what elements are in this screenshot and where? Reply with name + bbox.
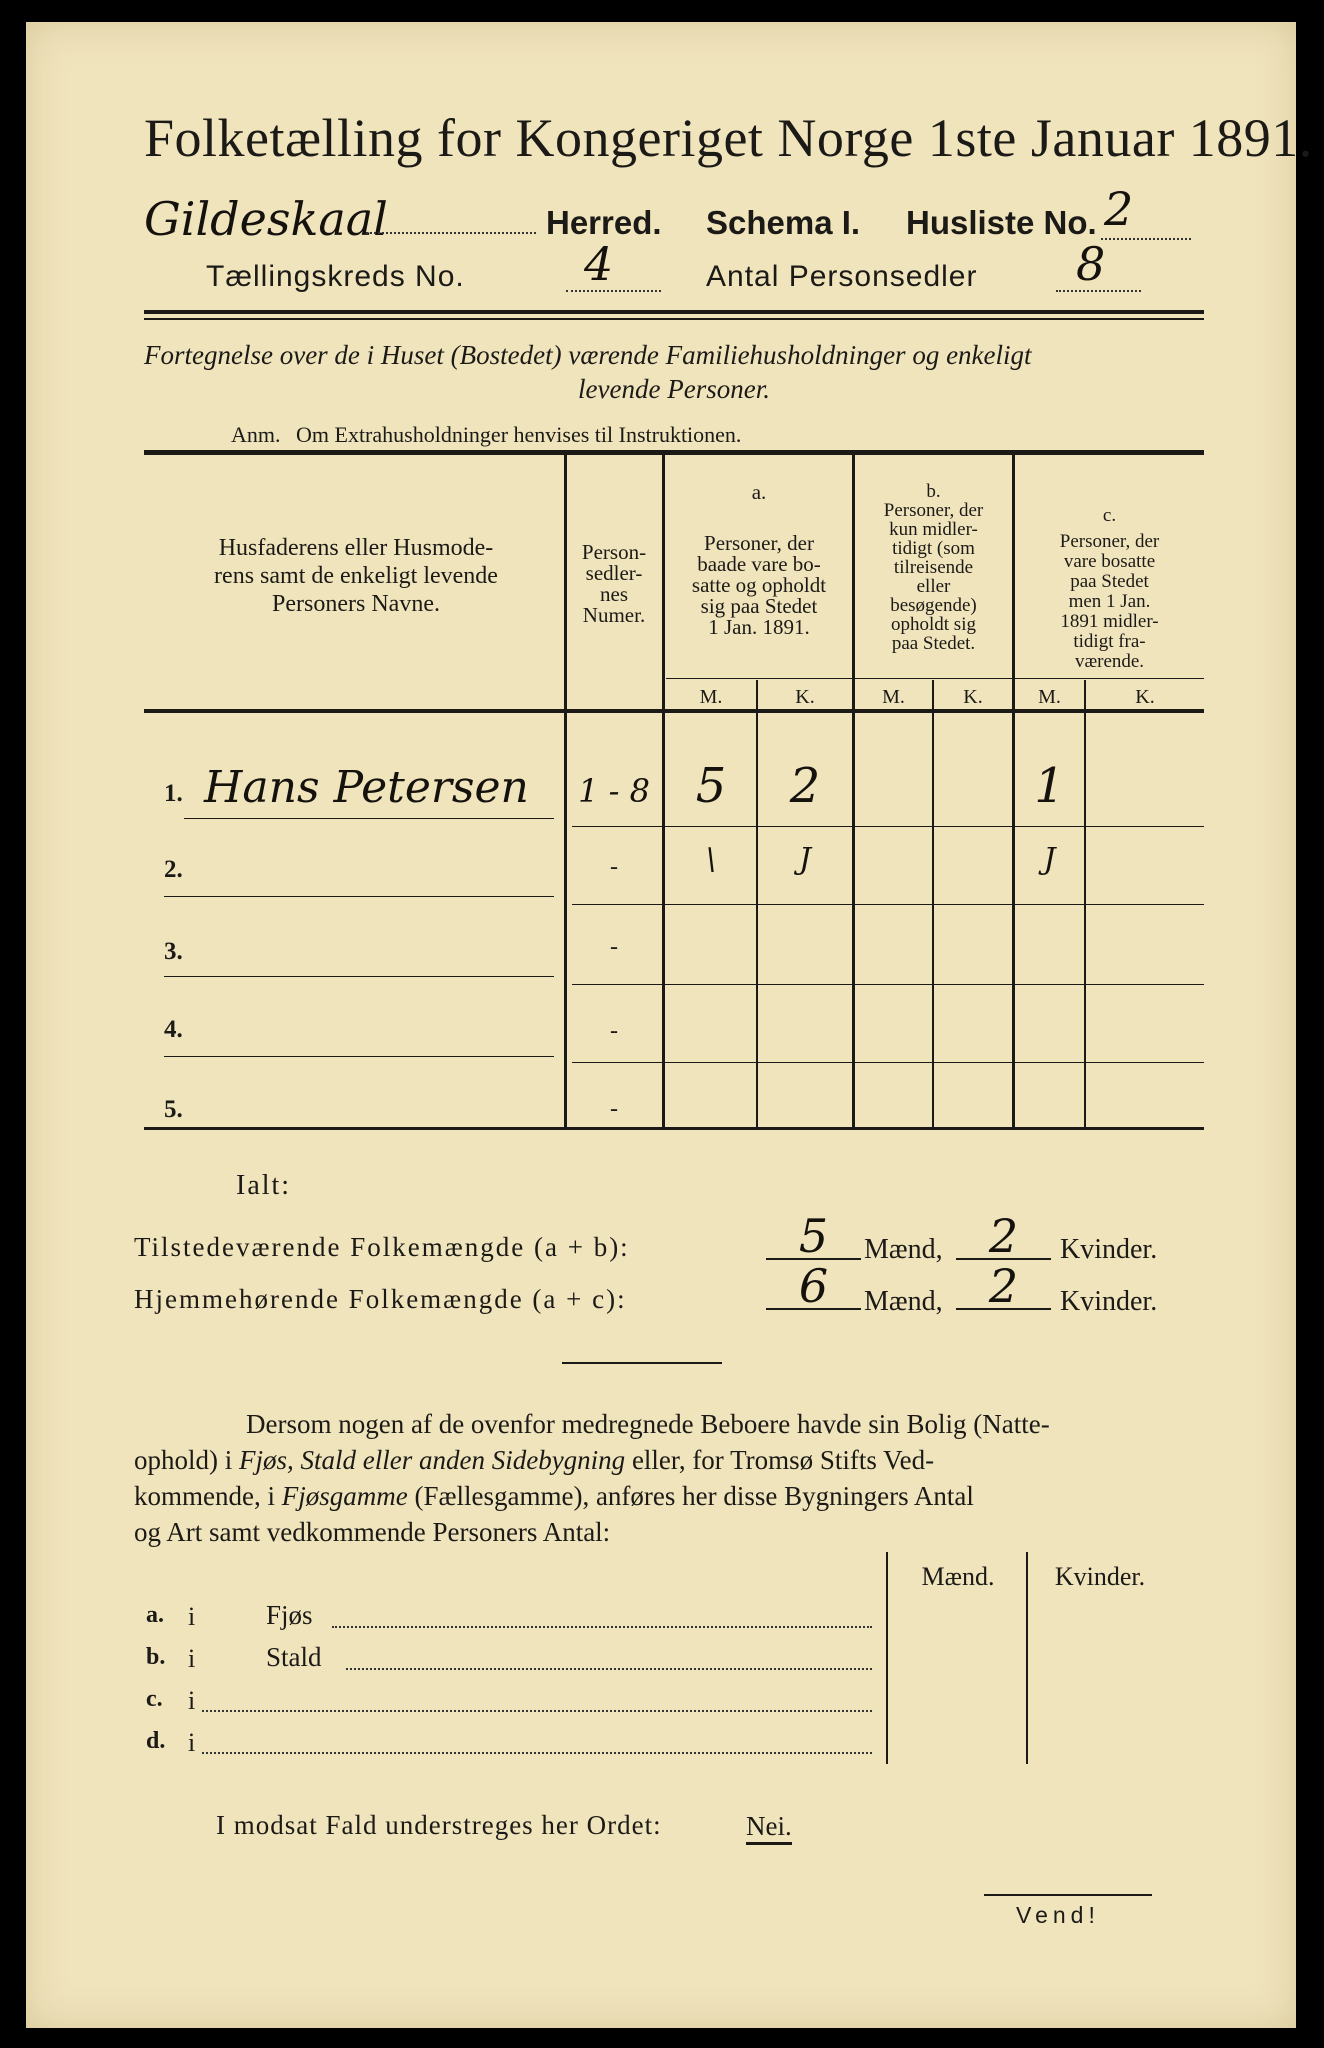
notice-italic: Fjøsgamme [281, 1481, 408, 1511]
mk-rule [666, 678, 1204, 679]
kreds-label: Tællingskreds No. [206, 260, 465, 293]
col-name-line: rens samt de enkeligt levende [214, 563, 498, 589]
tilstede-kvinder: 2 [956, 1214, 1051, 1260]
herred-dotted-line [366, 232, 536, 234]
col-b-header [855, 482, 1012, 653]
husliste-dotted-line [1101, 238, 1191, 240]
building-letter: a. [146, 1602, 164, 1628]
building-letter: b. [146, 1644, 166, 1670]
row-line [572, 1062, 1204, 1063]
row-numer: - [610, 1096, 618, 1122]
b-k-label: K. [963, 686, 983, 708]
vend-text: Vend! [1016, 1902, 1100, 1928]
c-m-label: M. [1038, 686, 1061, 708]
row-line [572, 984, 1204, 985]
col-c-header [1015, 506, 1204, 672]
hjemme-kvinder: 2 [956, 1264, 1051, 1310]
hjemme-maend-word: Mænd, [864, 1286, 943, 1317]
table-rule-header [144, 709, 1204, 713]
form-title: Folketælling for Kongeriget Norge 1ste Januar 1891. [144, 108, 1313, 168]
husliste-label: Husliste No. [906, 204, 1097, 241]
col-a-line: satte og opholdt [691, 573, 827, 597]
col-c-line: paa Stedet [1070, 571, 1149, 592]
col-a-line: Personer, der [704, 531, 814, 555]
row-a-m: 5 [695, 758, 727, 814]
building-i: i [188, 1602, 196, 1631]
table-rule-top [144, 450, 1204, 455]
col-c-letter: c. [1102, 505, 1117, 526]
col-c-line: værende. [1074, 651, 1145, 672]
col-b-line: tilreisende [893, 557, 974, 578]
notice-text: kommende, i [134, 1481, 282, 1511]
col-b-letter: b. [926, 481, 941, 502]
herred-label: Herred. [546, 204, 662, 241]
nei-word: Nei. [746, 1810, 792, 1845]
row-name: Hans Petersen [204, 762, 529, 813]
table-rule-bottom [144, 1127, 1204, 1130]
row-c-m: J [1043, 842, 1056, 877]
row-number: 2. [164, 856, 183, 883]
vend-rule [984, 1894, 1152, 1896]
row-number: 5. [164, 1096, 183, 1123]
col-name-line: Personers Navne. [272, 591, 440, 617]
row-a-k: J [798, 842, 812, 877]
col-name-line: Husfaderens eller Husmode- [218, 535, 494, 561]
col-b-line: Personer, der [883, 500, 984, 521]
row-c-m: 1 [1034, 758, 1065, 814]
col-b-line: besøgende) [890, 595, 977, 616]
tilstede-maend-word: Mænd, [864, 1234, 943, 1265]
modsat-text: I modsat Fald understreges her Ordet: [216, 1810, 662, 1840]
row-numer: - [610, 854, 618, 880]
hjemme-maend: 6 [766, 1264, 861, 1310]
notice-text: eller, for Tromsø Stifts Ved- [625, 1445, 935, 1475]
col-b-line: eller [916, 576, 951, 597]
row-line [164, 976, 554, 977]
col-c-line: vare bosatte [1063, 551, 1156, 572]
intro-title-line2: levende Personer. [578, 374, 770, 404]
hjemme-label: Hjemmehørende Folkemængde (a + c): [134, 1284, 627, 1314]
row-line [164, 1056, 554, 1057]
tilstede-kvinder-word: Kvinder. [1060, 1234, 1158, 1265]
herred-value: Gildeskaal [144, 192, 388, 246]
col-name-header [156, 534, 556, 618]
row-numer: 1 - 8 [578, 772, 650, 810]
col-a-letter: a. [751, 480, 767, 504]
ialt-label: Ialt: [236, 1170, 292, 1201]
building-name: Fjøs [266, 1600, 313, 1630]
row-a-m: \ [705, 842, 717, 877]
notice-line: og Art samt vedkommende Personers Antal: [134, 1517, 611, 1547]
building-letter: d. [146, 1728, 166, 1754]
census-form [26, 22, 1313, 2028]
row-number: 1. [164, 780, 183, 807]
kreds-value: 4 [584, 237, 614, 291]
col-a-line: 1 Jan. 1891. [708, 615, 810, 639]
row-line [572, 826, 1204, 827]
col-numer-header [566, 542, 662, 626]
col-c-line: tidigt fra- [1073, 631, 1146, 652]
notice-line [134, 1478, 1194, 1514]
building-name: Stald [266, 1642, 322, 1672]
col-numer-line: Person- [581, 540, 647, 564]
col-b-line: paa Stedet. [891, 633, 976, 654]
col-numer-line: nes [600, 582, 628, 606]
b-m-label: M. [882, 686, 905, 708]
row-number: 3. [164, 938, 183, 965]
building-dotted-line [202, 1752, 872, 1754]
kreds-dotted-line [566, 290, 661, 292]
building-dotted-line [332, 1626, 872, 1628]
col-sep-2 [662, 452, 665, 1127]
notice-italic: Fjøs, Stald eller anden Sidebygning [239, 1445, 626, 1475]
notice-paragraph [134, 1406, 1194, 1550]
row-number: 4. [164, 1016, 183, 1043]
building-dotted-line [202, 1710, 872, 1712]
building-i: i [188, 1686, 196, 1715]
col-c-line: men 1 Jan. [1068, 591, 1151, 612]
row-line [164, 896, 554, 897]
col-b-line: tidigt (som [892, 538, 975, 559]
tilstede-label: Tilstedeværende Folkemængde (a + b): [134, 1232, 630, 1262]
col-a-line: sig paa Stedet [700, 594, 818, 618]
notice-text: (Fællesgamme), anføres her disse Bygningers Antal [407, 1481, 974, 1511]
buildings-kvinder-header: Kvinder. [1054, 1562, 1146, 1591]
personsedler-label: Antal Personsedler [706, 260, 978, 293]
notice-line: Dersom nogen af de ovenfor medregnede Beboere havde sin Bolig (Natte- [246, 1409, 1050, 1439]
schema-label: Schema I. [706, 204, 861, 241]
anm-text: Om Extrahusholdninger henvises til Instruktionen. [296, 422, 742, 447]
personsedler-value: 8 [1076, 237, 1106, 291]
c-k-label: K. [1135, 686, 1155, 708]
a-k-label: K. [795, 686, 815, 708]
col-numer-line: sedler- [585, 561, 643, 585]
building-dotted-line [346, 1668, 872, 1670]
col-a-header [666, 482, 852, 638]
husliste-value: 2 [1104, 182, 1134, 236]
header-rule-top [144, 310, 1204, 314]
divider [562, 1362, 722, 1364]
buildings-sep-2 [1026, 1552, 1028, 1764]
row-line [572, 904, 1204, 905]
row-numer: - [610, 934, 618, 960]
col-b-line: opholdt sig [891, 614, 976, 635]
building-i: i [188, 1728, 196, 1757]
row-numer: - [610, 1018, 618, 1044]
header-rule-bottom [144, 318, 1204, 320]
col-c-line: 1891 midler- [1060, 611, 1159, 632]
anm-label: Anm. [231, 422, 281, 447]
col-numer-line: Numer. [582, 603, 646, 627]
personsedler-dotted-line [1056, 290, 1141, 292]
notice-text: ophold) i [134, 1445, 239, 1475]
row-a-k: 2 [789, 758, 821, 814]
tilstede-maend: 5 [766, 1214, 861, 1260]
col-a-line: baade vare bo- [697, 552, 821, 576]
col-c-line: Personer, der [1059, 531, 1160, 552]
buildings-maend-header: Mænd. [921, 1562, 995, 1591]
row-line [184, 818, 554, 819]
buildings-sep-1 [886, 1552, 888, 1764]
building-i: i [188, 1644, 196, 1673]
intro-title-line1: Fortegnelse over de i Huset (Bostedet) værende Familiehusholdninger og enkeligt [144, 340, 1032, 370]
hjemme-kvinder-word: Kvinder. [1060, 1286, 1158, 1317]
col-b-line: kun midler- [889, 519, 978, 540]
building-letter: c. [146, 1686, 163, 1712]
notice-line [134, 1442, 1194, 1478]
a-m-label: M. [699, 686, 723, 708]
